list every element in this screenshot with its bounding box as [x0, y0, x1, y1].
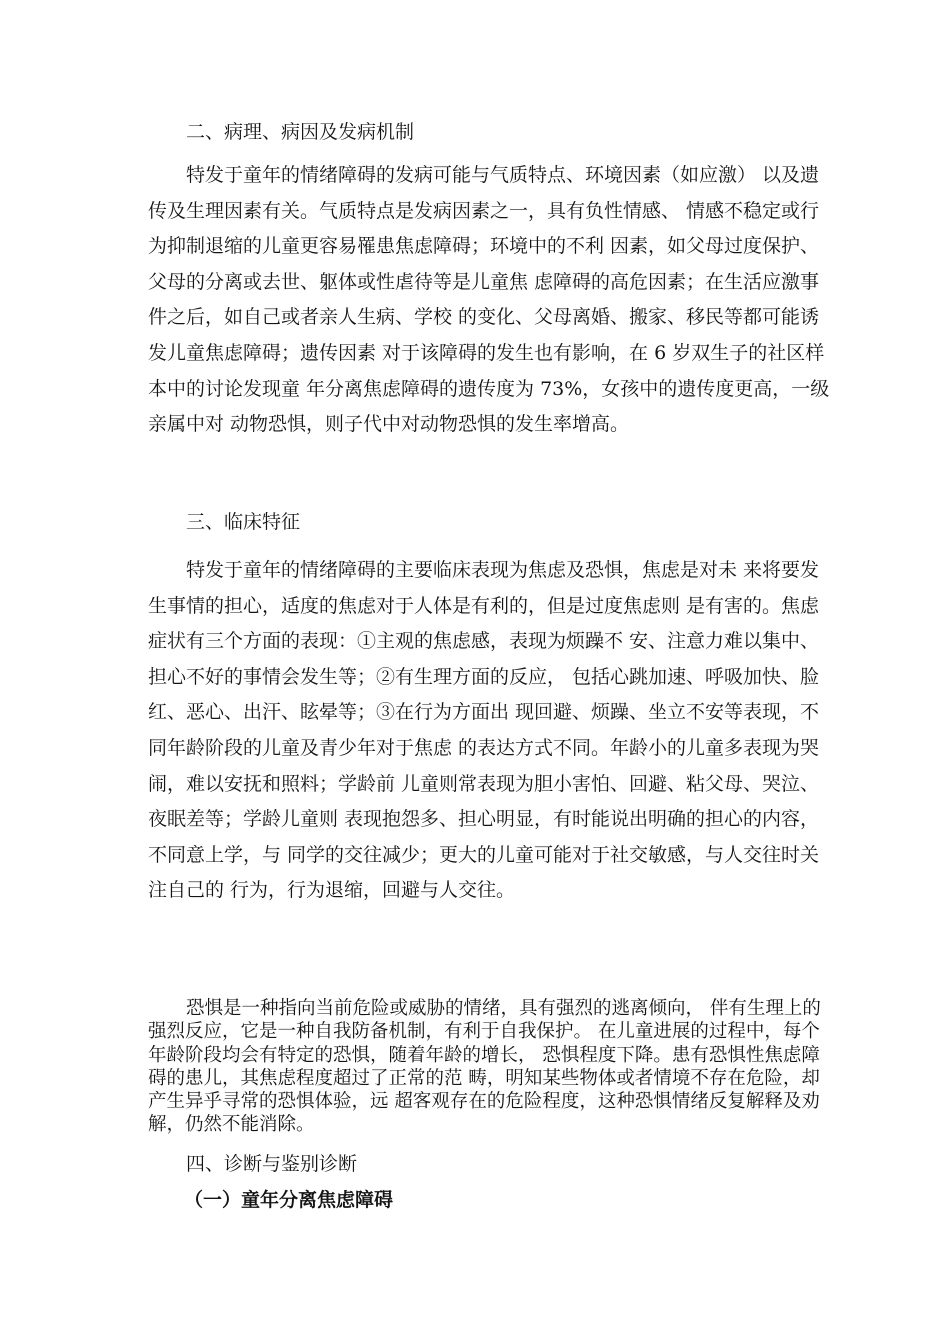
subsection-heading-separation-anxiety: （一）童年分离焦虑障碍 [184, 1189, 394, 1211]
section-heading-clinical: 三、临床特征 [186, 511, 301, 533]
section-heading-diagnosis: 四、诊断与鉴别诊断 [186, 1153, 358, 1175]
paragraph-fear: 恐惧是一种指向当前危险或威胁的情绪，具有强烈的逃离倾向， 伴有生理上的强烈反应，它是一种自我防备机制，有利于自我保护。 在儿童进展的过程中，每个年龄阶段均会有特定的恐惧，随着年龄的增长， 恐惧程度下降。患有恐惧性焦虑障碍的患儿，其焦虑程度超过了正常的范 畴，明知某些物体或者情境不存在危险，却产生异乎寻常的恐惧体验，远 超客观存在的危险程度，这种恐惧情绪反复解释及劝解，仍然不能消除。 [148, 998, 821, 1136]
paragraph-clinical: 特发于童年的情绪障碍的主要临床表现为焦虑及恐惧，焦虑是对未 来将要发生事情的担心，适度的焦虑对于人体是有利的，但是过度焦虑则 是有害的。焦虑症状有三个方面的表现：①主观的焦虑感，表现为烦躁不 安、注意力难以集中、担心不好的事情会发生等；②有生理方面的反应， 包括心跳加速、呼吸加快、脸红、恶心、出汗、眩晕等；③在行为方面出 现回避、烦躁、坐立不安等表现，不同年龄阶段的儿童及青少年对于焦虑 的表达方式不同。年龄小的儿童多表现为哭闹，难以安抚和照料；学龄前 儿童则常表现为胆小害怕、回避、粘父母、哭泣、夜眠差等；学龄儿童则 表现抱怨多、担心明显，有时能说出明确的担心的内容，不同意上学，与 同学的交往减少；更大的儿童可能对于社交敏感，与人交往时关注自己的 行为，行为退缩，回避与人交往。 [148, 559, 820, 902]
paragraph-pathology: 特发于童年的情绪障碍的发病可能与气质特点、环境因素（如应激） 以及遗传及生理因素有关。气质特点是发病因素之一，具有负性情感、 情感不稳定或行为抑制退缩的儿童更容易罹患焦虑障碍；环境中的不利 因素，如父母过度保护、父母的分离或去世、躯体或性虐待等是儿童焦 虑障碍的高危因素；在生活应激事件之后，如自己或者亲人生病、学校 的变化、父母离婚、搬家、移民等都可能诱发儿童焦虑障碍；遗传因素 对于该障碍的发生也有影响，在 6 岁双生子的社区样本中的讨论发现童 年分离焦虑障碍的遗传度为 73%，女孩中的遗传度更高，一级亲属中对 动物恐惧，则子代中对动物恐惧的发生率增高。 [148, 164, 830, 436]
section-heading-pathology: 二、病理、病因及发病机制 [186, 121, 415, 143]
